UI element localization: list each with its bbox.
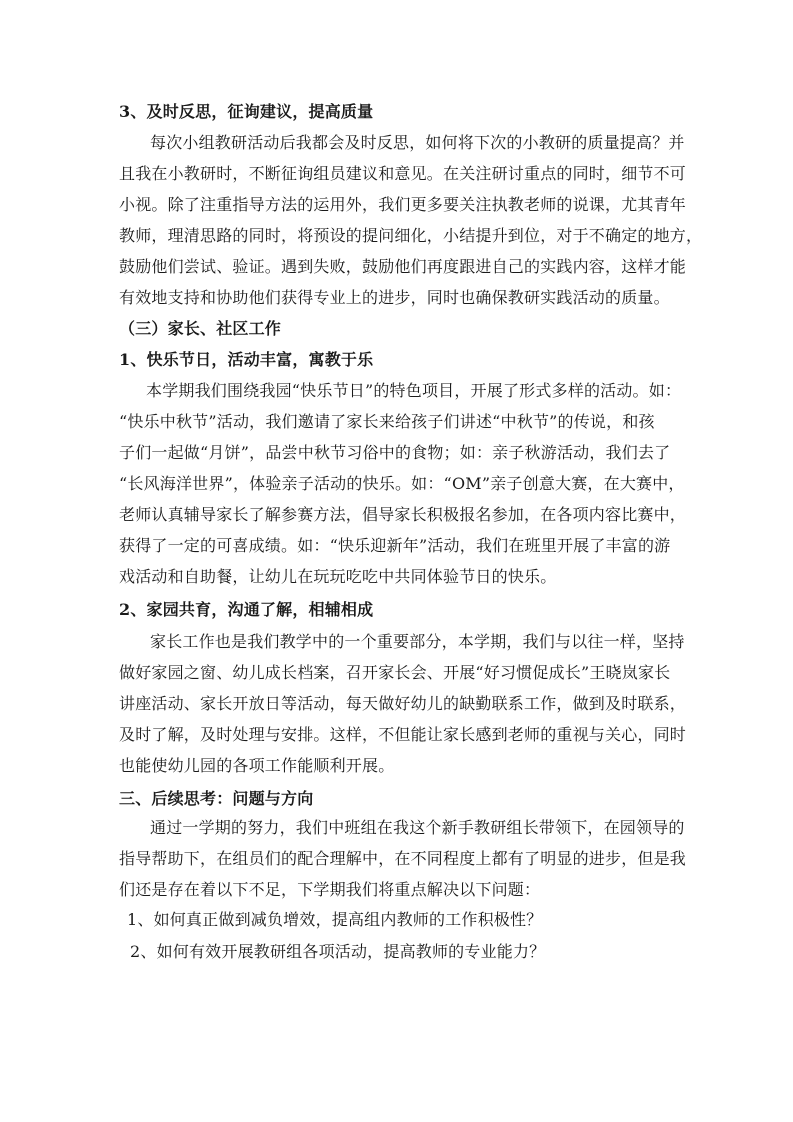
paragraph-line: 鼓励他们尝试、验证。遇到失败，鼓励他们再度跟进自己的实践内容，这样才能 (119, 257, 687, 276)
paragraph-line: 子们一起做“月饼”，品尝中秋节习俗中的食物；如：亲子秋游活动，我们去了 (119, 443, 671, 462)
part-3-heading: （三）家长、社区工作 (119, 319, 282, 338)
paragraph-line: 做好家园之窗、幼儿成长档案，召开家长会、开展“好习惯促成长”王晓岚家长 (119, 663, 671, 682)
problem-item-2: 2、如何有效开展教研组各项活动，提高教师的专业能力？ (130, 942, 546, 961)
paragraph-line: 也能使幼儿园的各项工作能顺利开展。 (119, 756, 395, 775)
paragraph-line: 戏活动和自助餐，让幼儿在玩玩吃吃中共同体验节日的快乐。 (119, 567, 557, 586)
section-3-heading: 3、及时反思，征询建议，提高质量 (119, 102, 374, 121)
paragraph-line: 获得了一定的可喜成绩。如：“快乐迎新年”活动，我们在班里开展了丰富的游 (119, 536, 671, 555)
paragraph-line: 小视。除了注重指导方法的运用外，我们更多要关注执教老师的说课，尤其青年 (119, 195, 687, 214)
paragraph-line: 老师认真辅导家长了解参赛方法，倡导家长积极报名参加，在各项内容比赛中， (119, 505, 687, 524)
paragraph-line: 教师，理清思路的同时，将预设的提问细化，小结提升到位，对于不确定的地方， (119, 226, 703, 245)
paragraph-line: 指导帮助下，在组员们的配合理解中，在不同程度上都有了明显的进步，但是我 (119, 849, 687, 868)
paragraph-line: 有效地支持和协助他们获得专业上的进步，同时也确保教研实践活动的质量。 (119, 288, 670, 307)
paragraph-line: “快乐中秋节”活动，我们邀请了家长来给孩子们讲述“中秋节”的传说，和孩 (119, 412, 655, 431)
paragraph-line: 们还是存在着以下不足，下学期我们将重点解决以下问题： (119, 880, 541, 899)
paragraph-line: 讲座活动、家长开放日等活动，每天做好幼儿的缺勤联系工作，做到及时联系， (119, 694, 687, 713)
paragraph-line: “长风海洋世界”，体验亲子活动的快乐。如：“OM”亲子创意大赛，在大赛中， (119, 474, 685, 493)
sub-2-heading: 2、家园共育，沟通了解，相辅相成 (119, 600, 374, 619)
paragraph-line: 通过一学期的努力，我们中班组在我这个新手教研组长带领下，在园领导的 (150, 818, 685, 837)
paragraph-line: 且我在小教研时，不断征询组员建议和意见。在关注研讨重点的同时，细节不可 (119, 164, 687, 183)
paragraph-line: 家长工作也是我们教学中的一个重要部分，本学期，我们与以往一样，坚持 (150, 632, 685, 651)
sub-1-heading: 1、快乐节日，活动丰富，寓教于乐 (119, 350, 374, 369)
problem-item-1: 1、如何真正做到减负增效，提高组内教师的工作积极性？ (127, 910, 543, 929)
paragraph-line: 本学期我们围绕我园“快乐节日”的特色项目，开展了形式多样的活动。如： (146, 381, 682, 400)
paragraph-line: 及时了解，及时处理与安排。这样，不但能让家长感到老师的重视与关心，同时 (119, 725, 687, 744)
section-three-heading: 三、后续思考：问题与方向 (119, 789, 314, 808)
paragraph-line: 每次小组教研活动后我都会及时反思，如何将下次的小教研的质量提高？并 (150, 133, 685, 152)
